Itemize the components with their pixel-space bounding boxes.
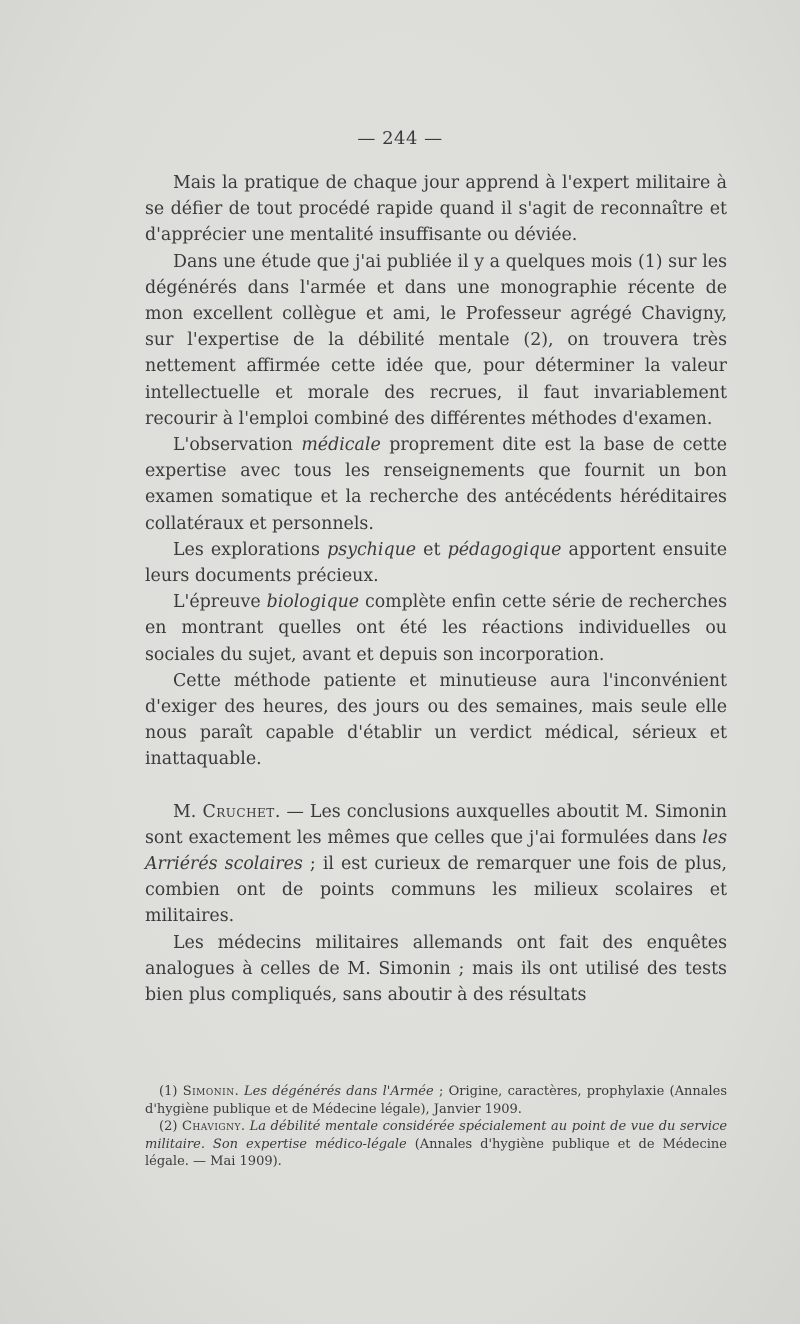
paragraph xyxy=(145,432,727,537)
italic-text: psychique xyxy=(327,539,417,560)
text-run: . xyxy=(234,1084,244,1099)
paragraph xyxy=(145,668,727,773)
text-run: et xyxy=(416,539,448,560)
text-run: Cette méthode patiente et minutieuse aura l'inconvénient d'exiger des heures, des jours ou des semaines, mais seule elle nous paraît capable d'établir un verdict médical, sérieux et inattaquable. xyxy=(145,670,727,770)
paragraph xyxy=(145,799,727,930)
text-run: ; il est curieux de remarquer une fois de plus, combien ont de points communs les milieux scolaires et militaires. xyxy=(145,854,727,927)
paragraph xyxy=(145,537,727,589)
italic-text: biologique xyxy=(266,592,360,613)
italic-text: les Arriérés scolaires xyxy=(145,827,727,875)
text-run: Dans une étude que j'ai publiée il y a quelques mois (1) sur les dégénérés dans l'armée et dans une monographie récente de mon excellent collègue et ami, le Professeur agrégé Chavigny, sur l'expertise de la débilité mentale (2), on trouvera très nettement affirmée cette idée que, pour déterminer la valeur intellectuelle et morale des recrues, il faut invariablement recourir à l'emploi combiné des différentes méthodes d'examen. xyxy=(145,251,727,429)
text-run: L'observation xyxy=(173,435,302,456)
author-name: Simonin xyxy=(182,1084,235,1099)
italic-text: pédagogique xyxy=(447,539,562,560)
text-run: ; Origine, caractères, prophylaxie (Annales d'hygiène publique et de Médecine légale), Janvier 1909. xyxy=(145,1084,728,1117)
text-run: Les médecins militaires allemands ont fait des enquêtes analogues à celles de M. Simonin ; mais ils ont utilisé des tests bien plus compliqués, sans aboutir à des résultats xyxy=(145,932,727,1006)
paragraph xyxy=(145,249,727,432)
italic-text: médicale xyxy=(301,435,381,456)
footnote xyxy=(145,1118,727,1171)
paragraph xyxy=(145,930,727,1009)
text-run: M. xyxy=(173,801,203,822)
italic-text: Les dégénérés dans l'Armée xyxy=(244,1084,434,1099)
author-name: Cruchet xyxy=(202,801,275,822)
text-run: . xyxy=(240,1119,250,1134)
paragraph xyxy=(145,170,727,249)
text-run: (1) xyxy=(159,1084,183,1099)
page-number: — 244 — xyxy=(357,128,443,149)
text-run: (2) xyxy=(159,1119,182,1134)
footnotes xyxy=(145,1083,727,1171)
italic-text: La débilité mentale considérée spécialement au point de vue du service militaire. Son expertise médico-légale xyxy=(145,1119,728,1152)
text-run: . — Les conclusions auxquelles aboutit M. Simonin sont exactement les mêmes que celles que j'ai formulées dans xyxy=(145,801,727,848)
text-run: (Annales d'hygiène publique et de Médecine légale. — Mai 1909). xyxy=(145,1136,727,1169)
text-run: Les explorations xyxy=(173,539,328,560)
text-run: L'épreuve xyxy=(173,592,267,613)
paragraph xyxy=(145,589,727,668)
text-run: proprement dite est la base de cette expertise avec tous les renseignements que fournit un bon examen somatique et la recherche des antécédents héréditaires collatéraux et personnels. xyxy=(145,435,727,534)
author-name: Chavigny xyxy=(181,1119,241,1134)
text-run: complète enfin cette série de recherches en montrant quelles ont été les réactions individuelles ou sociales du sujet, avant et depuis son incorporation. xyxy=(145,592,728,665)
footnote xyxy=(145,1083,727,1118)
body-text xyxy=(145,170,727,1008)
text-run: Mais la pratique de chaque jour apprend à l'expert militaire à se défier de tout procédé rapide quand il s'agit de reconnaître et d'apprécier une mentalité insuffisante ou déviée. xyxy=(145,173,727,246)
text-run: apportent ensuite leurs documents précieux. xyxy=(145,539,727,587)
